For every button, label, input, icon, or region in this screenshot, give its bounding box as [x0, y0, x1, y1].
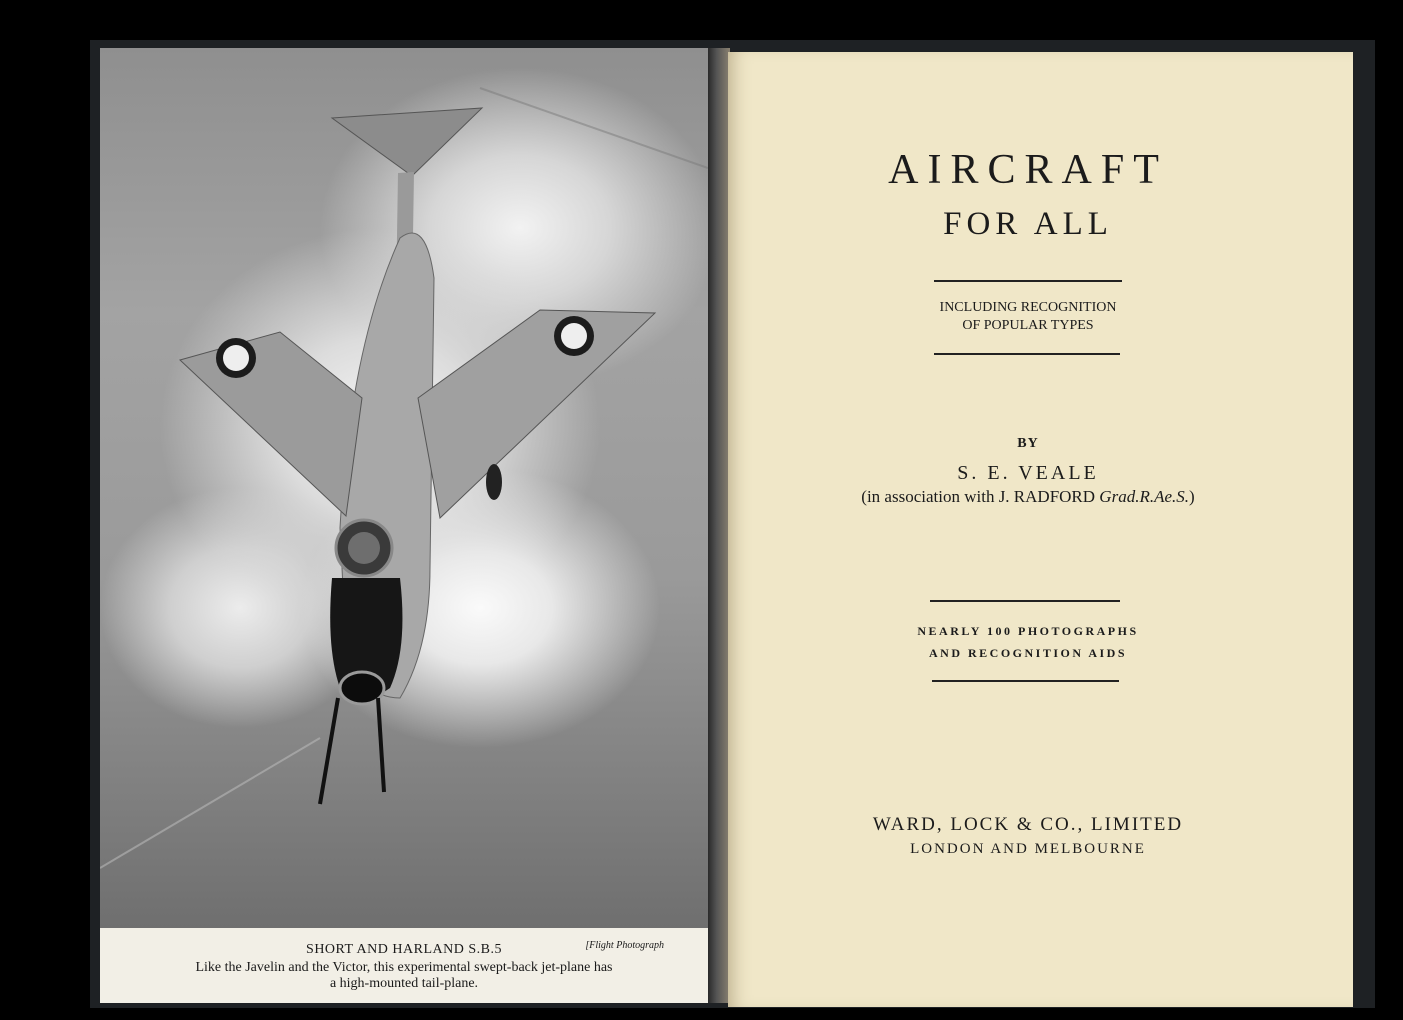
by-label: BY [1017, 436, 1039, 451]
subtitle-line-2: OF POPULAR TYPES [962, 318, 1094, 333]
publisher-name: WARD, LOCK & CO., LIMITED [872, 814, 1184, 835]
caption-text-line-1: Like the Javelin and the Victor, this experimental swept-back jet-plane has [195, 960, 613, 975]
association-credit [728, 487, 1328, 507]
frontispiece-photo [100, 48, 708, 928]
association-suffix: ) [1189, 487, 1195, 506]
title-page [728, 52, 1353, 1007]
caption-title: SHORT AND HARLAND S.B.5 [306, 942, 502, 957]
author-name: S. E. VEALE [957, 462, 1099, 484]
publisher-location: LONDON AND MELBOURNE [910, 841, 1146, 857]
divider-rule-3 [930, 600, 1120, 602]
divider-rule-1 [934, 280, 1122, 282]
book-gutter [708, 48, 730, 1003]
association-credential: Grad.R.Ae.S. [1099, 487, 1190, 506]
association-prefix: (in association with J. RADFORD [861, 487, 1100, 506]
contents-note-line-2: AND RECOGNITION AIDS [928, 646, 1128, 660]
photo-caption [100, 928, 708, 1003]
subtitle-line-1: INCLUDING RECOGNITION [939, 300, 1117, 315]
book-title-line-1: AIRCRAFT [888, 147, 1168, 193]
photo-credit: [Flight Photograph [585, 940, 664, 951]
aircraft-illustration [100, 48, 708, 928]
divider-rule-2 [934, 353, 1120, 355]
contents-note-line-1: NEARLY 100 PHOTOGRAPHS [917, 624, 1139, 638]
left-wing [180, 332, 362, 516]
divider-rule-4 [932, 680, 1119, 682]
caption-text-line-2: a high-mounted tail-plane. [329, 976, 479, 991]
tail-plane [332, 108, 482, 176]
book-title-line-2: FOR ALL [943, 206, 1113, 242]
right-wing [418, 310, 655, 518]
